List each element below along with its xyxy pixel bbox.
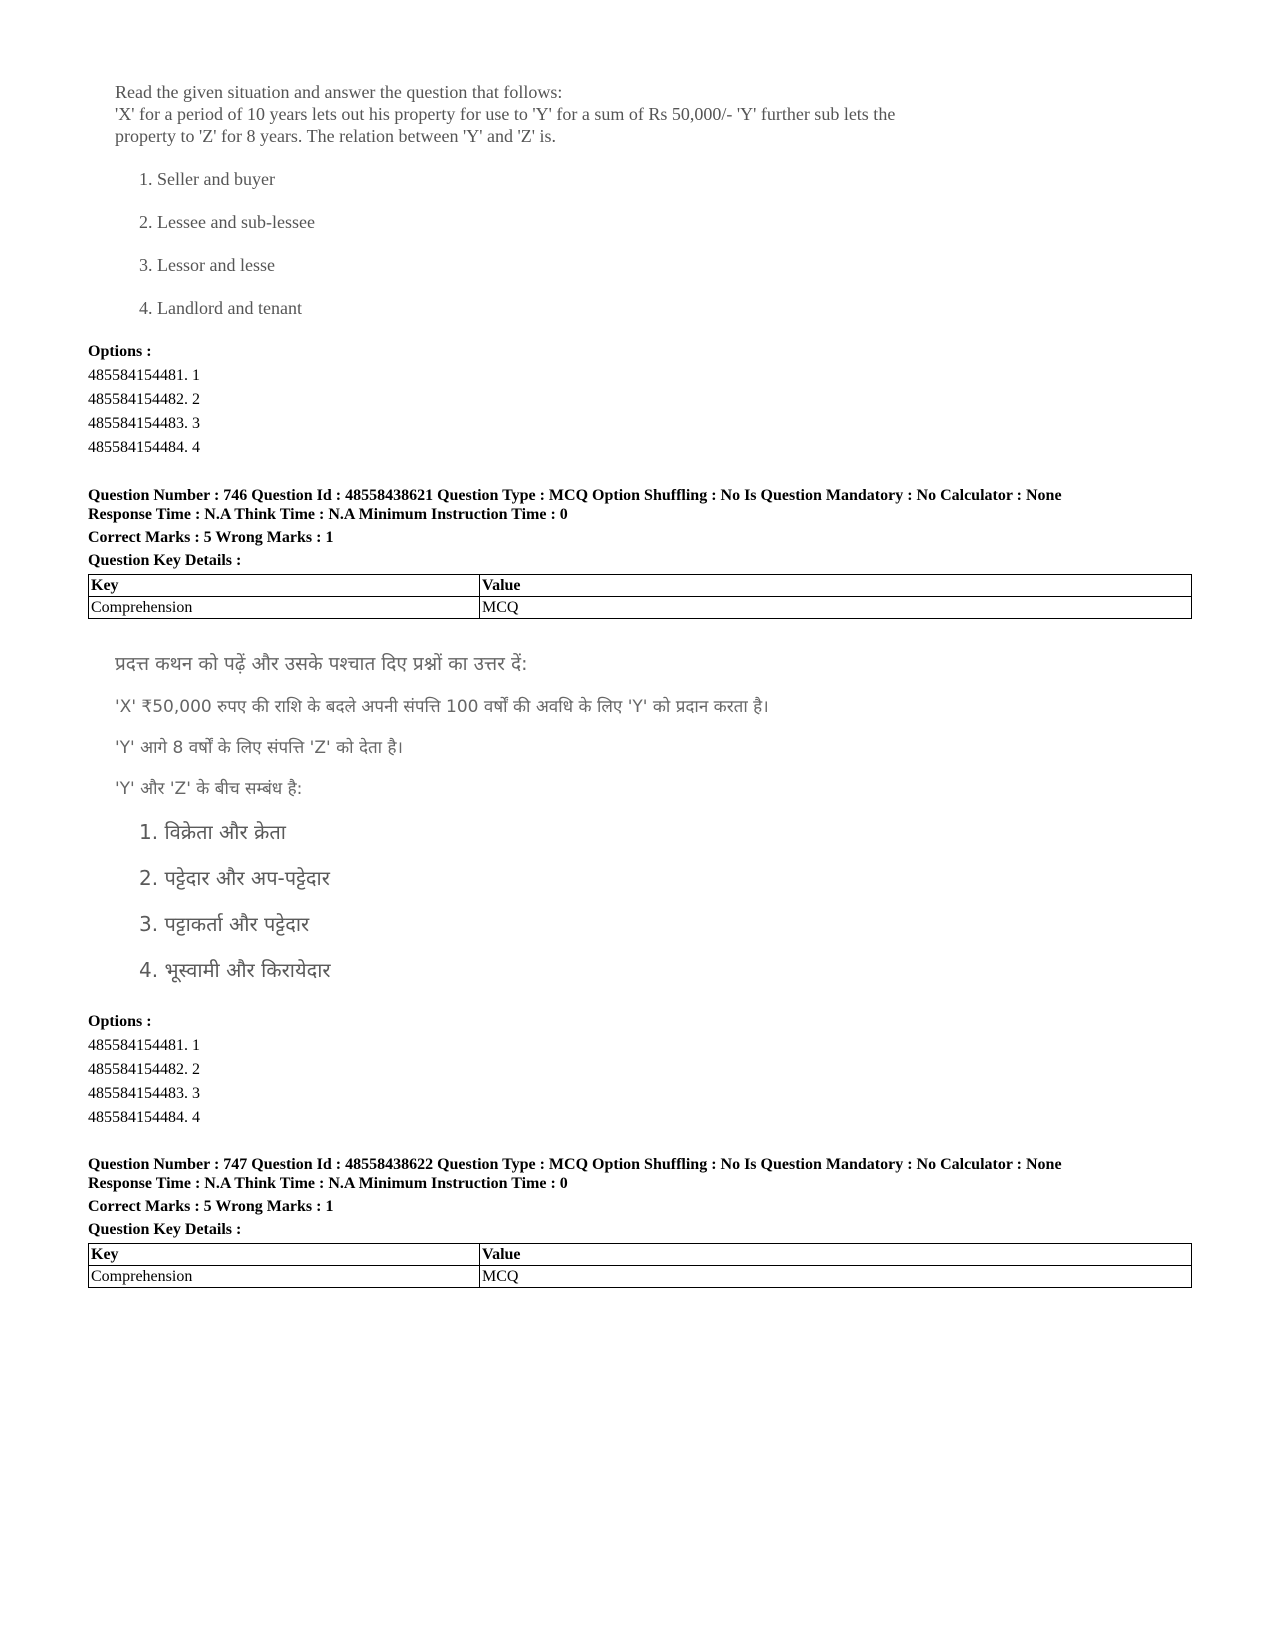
choice-2: 2. Lessee and sub-lessee — [139, 212, 315, 232]
question-intro: प्रदत्त कथन को पढ़ें और उसके पश्चात दिए प्रश्नों का उत्तर दें: — [115, 653, 528, 675]
table-cell-value: MCQ — [480, 597, 1192, 619]
table-header-row — [89, 1244, 1192, 1266]
question-747-meta-line-1: Question Number : 747 Question Id : 48558438622 Question Type : MCQ Option Shuffling : No Is Question Mandatory : No Calculator : None — [88, 1156, 1062, 1173]
choice-3: 3. Lessor and lesse — [139, 255, 275, 275]
option-item: 485584154482. 2 — [88, 391, 200, 408]
question-747-meta-line-2: Response Time : N.A Think Time : N.A Minimum Instruction Time : 0 — [88, 1175, 568, 1192]
choice-2: 2. पट्टेदार और अप-पट्टेदार — [139, 866, 330, 890]
table-header-value: Value — [480, 1244, 1192, 1266]
choice-1: 1. Seller and buyer — [139, 169, 275, 189]
option-item: 485584154483. 3 — [88, 1085, 200, 1102]
table-header-key: Key — [89, 1244, 480, 1266]
option-item: 485584154481. 1 — [88, 1037, 200, 1054]
option-item: 485584154484. 4 — [88, 439, 200, 456]
question-intro: Read the given situation and answer the question that follows: — [115, 82, 563, 102]
table-cell-key: Comprehension — [89, 597, 480, 619]
question-text-line-2: property to 'Z' for 8 years. The relation between 'Y' and 'Z' is. — [115, 126, 556, 146]
question-746-marks: Correct Marks : 5 Wrong Marks : 1 — [88, 529, 334, 546]
question-747-key-table — [88, 1243, 1192, 1288]
table-row — [89, 1266, 1192, 1288]
question-text-line-1: 'X' ₹50,000 रुपए की राशि के बदले अपनी संपत्ति 100 वर्षों की अवधि के लिए 'Y' को प्रदान करता है। — [115, 697, 769, 717]
options-label: Options : — [88, 1013, 152, 1030]
options-block-1 — [88, 340, 200, 460]
question-747-marks: Correct Marks : 5 Wrong Marks : 1 — [88, 1198, 334, 1215]
question-746-key-details-label: Question Key Details : — [88, 552, 242, 569]
question-747-key-details-label: Question Key Details : — [88, 1221, 242, 1238]
options-block-2 — [88, 1010, 200, 1130]
table-header-value: Value — [480, 575, 1192, 597]
table-cell-value: MCQ — [480, 1266, 1192, 1288]
question-746-meta-line-2: Response Time : N.A Think Time : N.A Minimum Instruction Time : 0 — [88, 506, 568, 523]
choice-4: 4. Landlord and tenant — [139, 298, 302, 318]
question-746-key-table — [88, 574, 1192, 619]
options-label: Options : — [88, 343, 152, 360]
table-cell-key: Comprehension — [89, 1266, 480, 1288]
question-text-line-1: 'X' for a period of 10 years lets out his property for use to 'Y' for a sum of Rs 50,000/- 'Y' further sub lets the — [115, 104, 896, 124]
question-text-line-2: 'Y' आगे 8 वर्षों के लिए संपत्ति 'Z' को देता है। — [115, 738, 403, 758]
option-item: 485584154482. 2 — [88, 1061, 200, 1078]
table-header-row — [89, 575, 1192, 597]
option-item: 485584154483. 3 — [88, 415, 200, 432]
table-header-key: Key — [89, 575, 480, 597]
choice-3: 3. पट्टाकर्ता और पट्टेदार — [139, 912, 310, 936]
question-746-meta-line-1: Question Number : 746 Question Id : 48558438621 Question Type : MCQ Option Shuffling : No Is Question Mandatory : No Calculator : None — [88, 487, 1062, 504]
choice-1: 1. विक्रेता और क्रेता — [139, 820, 286, 844]
table-row — [89, 597, 1192, 619]
choice-4: 4. भूस्वामी और किरायेदार — [139, 958, 331, 982]
question-text-line-3: 'Y' और 'Z' के बीच सम्बंध है: — [115, 779, 303, 799]
option-item: 485584154484. 4 — [88, 1109, 200, 1126]
option-item: 485584154481. 1 — [88, 367, 200, 384]
